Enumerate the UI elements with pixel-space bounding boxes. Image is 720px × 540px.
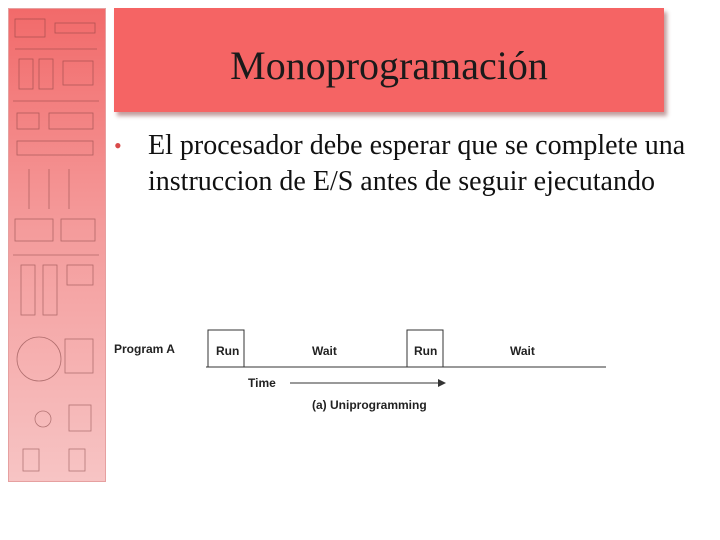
diagram-caption: (a) Uniprogramming [312,398,427,412]
segment-label-4: Wait [510,344,535,358]
bullet-text: El procesador debe esperar que se complete una instruccion de E/S antes de seguir ejecutando [148,130,686,197]
program-label: Program A [114,342,175,356]
time-label: Time [248,376,276,390]
bullet-item [114,128,704,200]
segment-label-3: Run [414,344,438,358]
segment-label-2: Wait [312,344,337,358]
uniprogramming-diagram [110,322,610,422]
slide-title: Monoprogramación [230,42,548,88]
circuit-pattern-icon [9,9,105,481]
decorative-circuit-strip [8,8,106,482]
bullet-dot-icon: • [114,133,122,158]
title-banner [114,8,664,112]
segment-label-1: Run [216,344,240,358]
time-arrow-head-icon [438,379,446,387]
